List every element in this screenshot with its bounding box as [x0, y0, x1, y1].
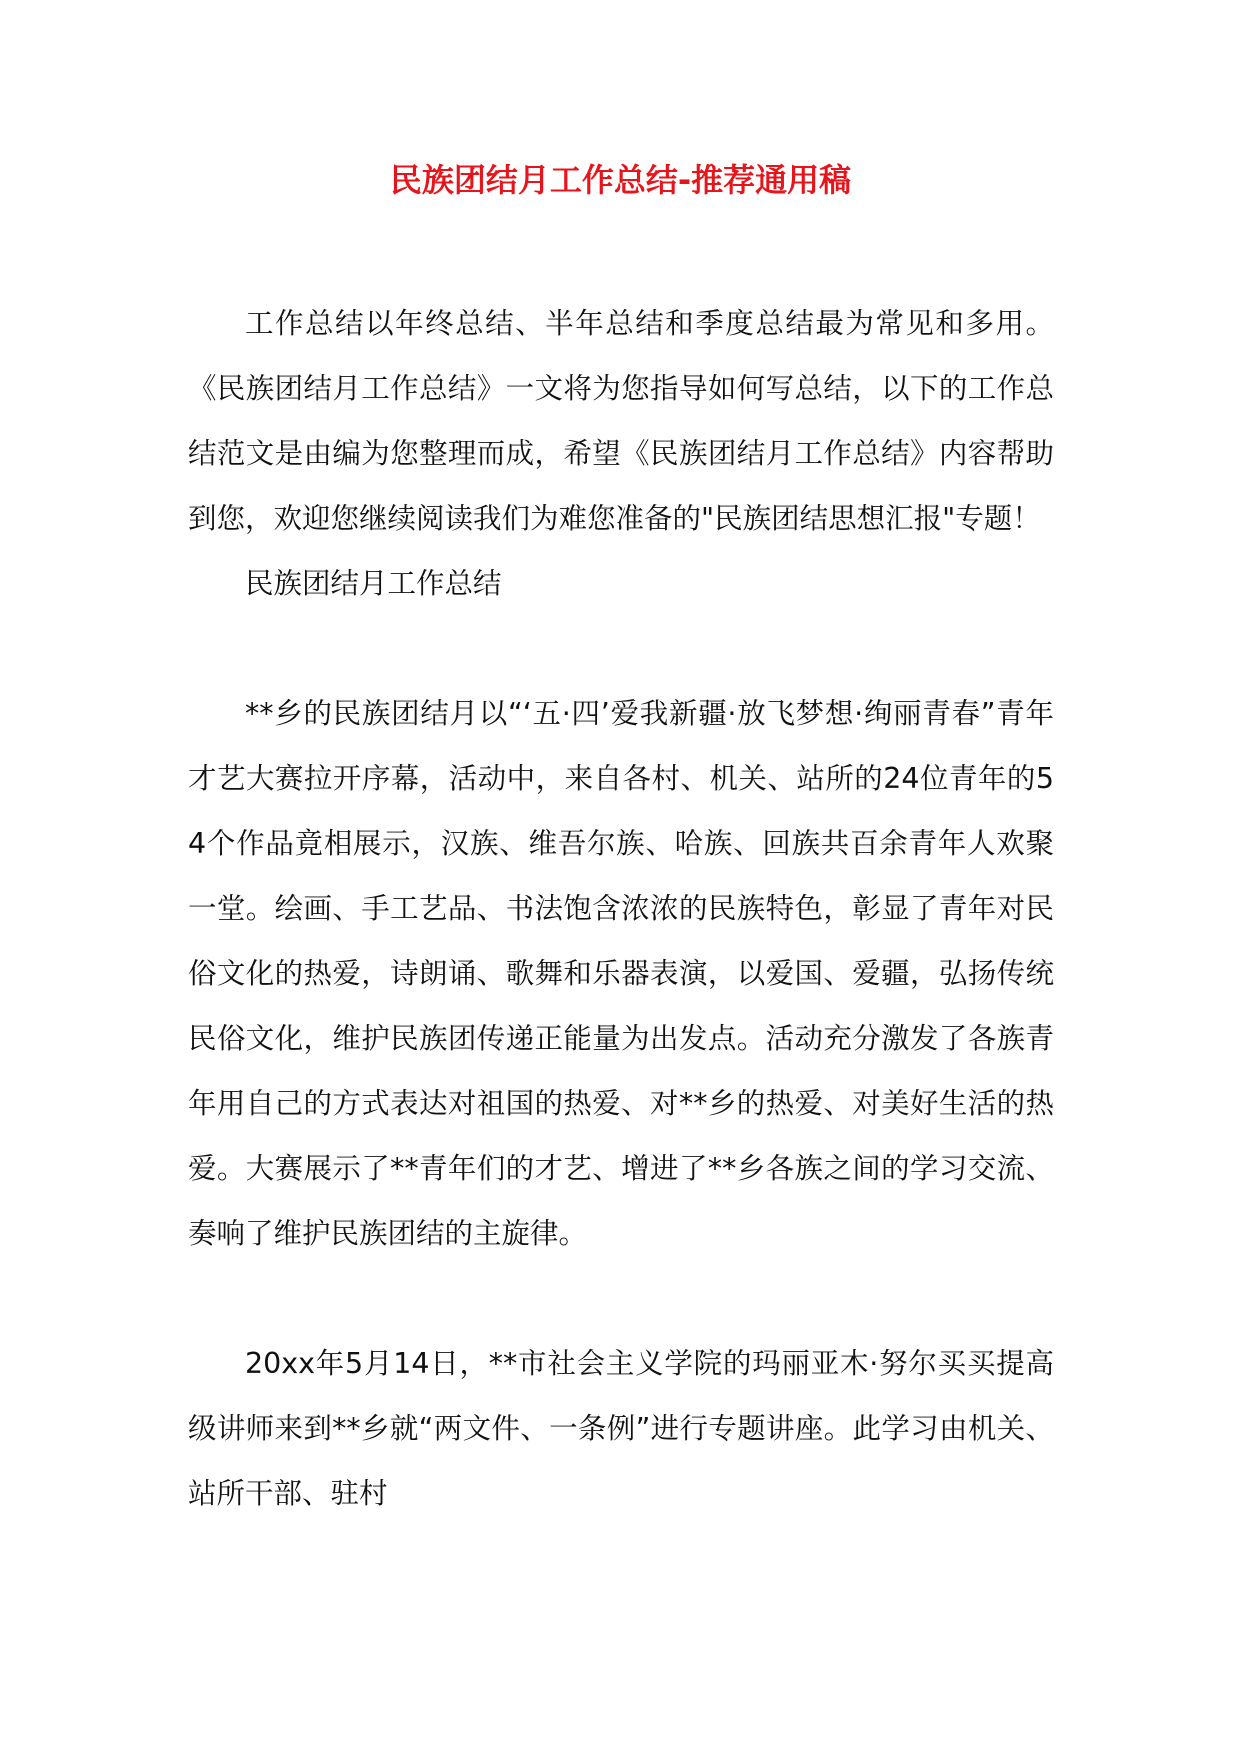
intro-paragraph: 工作总结以年终总结、半年总结和季度总结最为常见和多用。《民族团结月工作总结》一文将为您指导如何写总结，以下的工作总结范文是由编为您整理而成，希望《民族团结月工作总结》内容帮助到您，欢迎您继续阅读我们为难您准备的"民族团结思想汇报"专题！ [188, 307, 1054, 535]
paragraph-gap [188, 1266, 1054, 1331]
body-paragraph-2: 20xx年5月14日，**市社会主义学院的玛丽亚木·努尔买买提高级讲师来到**乡就“两文件、一条例”进行专题讲座。此学习由机关、站所干部、驻村 [188, 1347, 1054, 1510]
document-body [188, 291, 1054, 1526]
paragraph-gap [188, 616, 1054, 681]
section-heading: 民族团结月工作总结 [245, 567, 502, 600]
body-paragraph-1: **乡的民族团结月以“‘五·四’爱我新疆·放飞梦想·绚丽青春”青年才艺大赛拉开序幕，活动中，来自各村、机关、站所的24位青年的54个作品竟相展示，汉族、维吾尔族、哈族、回族共百余青年人欢聚一堂。绘画、手工艺品、书法饱含浓浓的民族特色，彰显了青年对民俗文化的热爱，诗朗诵、歌舞和乐器表演，以爱国、爱疆，弘扬传统民俗文化，维护民族团传递正能量为出发点。活动充分激发了各族青年用自己的方式表达对祖国的热爱、对**乡的热爱、对美好生活的热爱。大赛展示了**青年们的才艺、增进了**乡各族之间的学习交流、奏响了维护民族团结的主旋律。 [188, 697, 1054, 1250]
document-title: 民族团结月工作总结-推荐通用稿 [389, 161, 852, 199]
